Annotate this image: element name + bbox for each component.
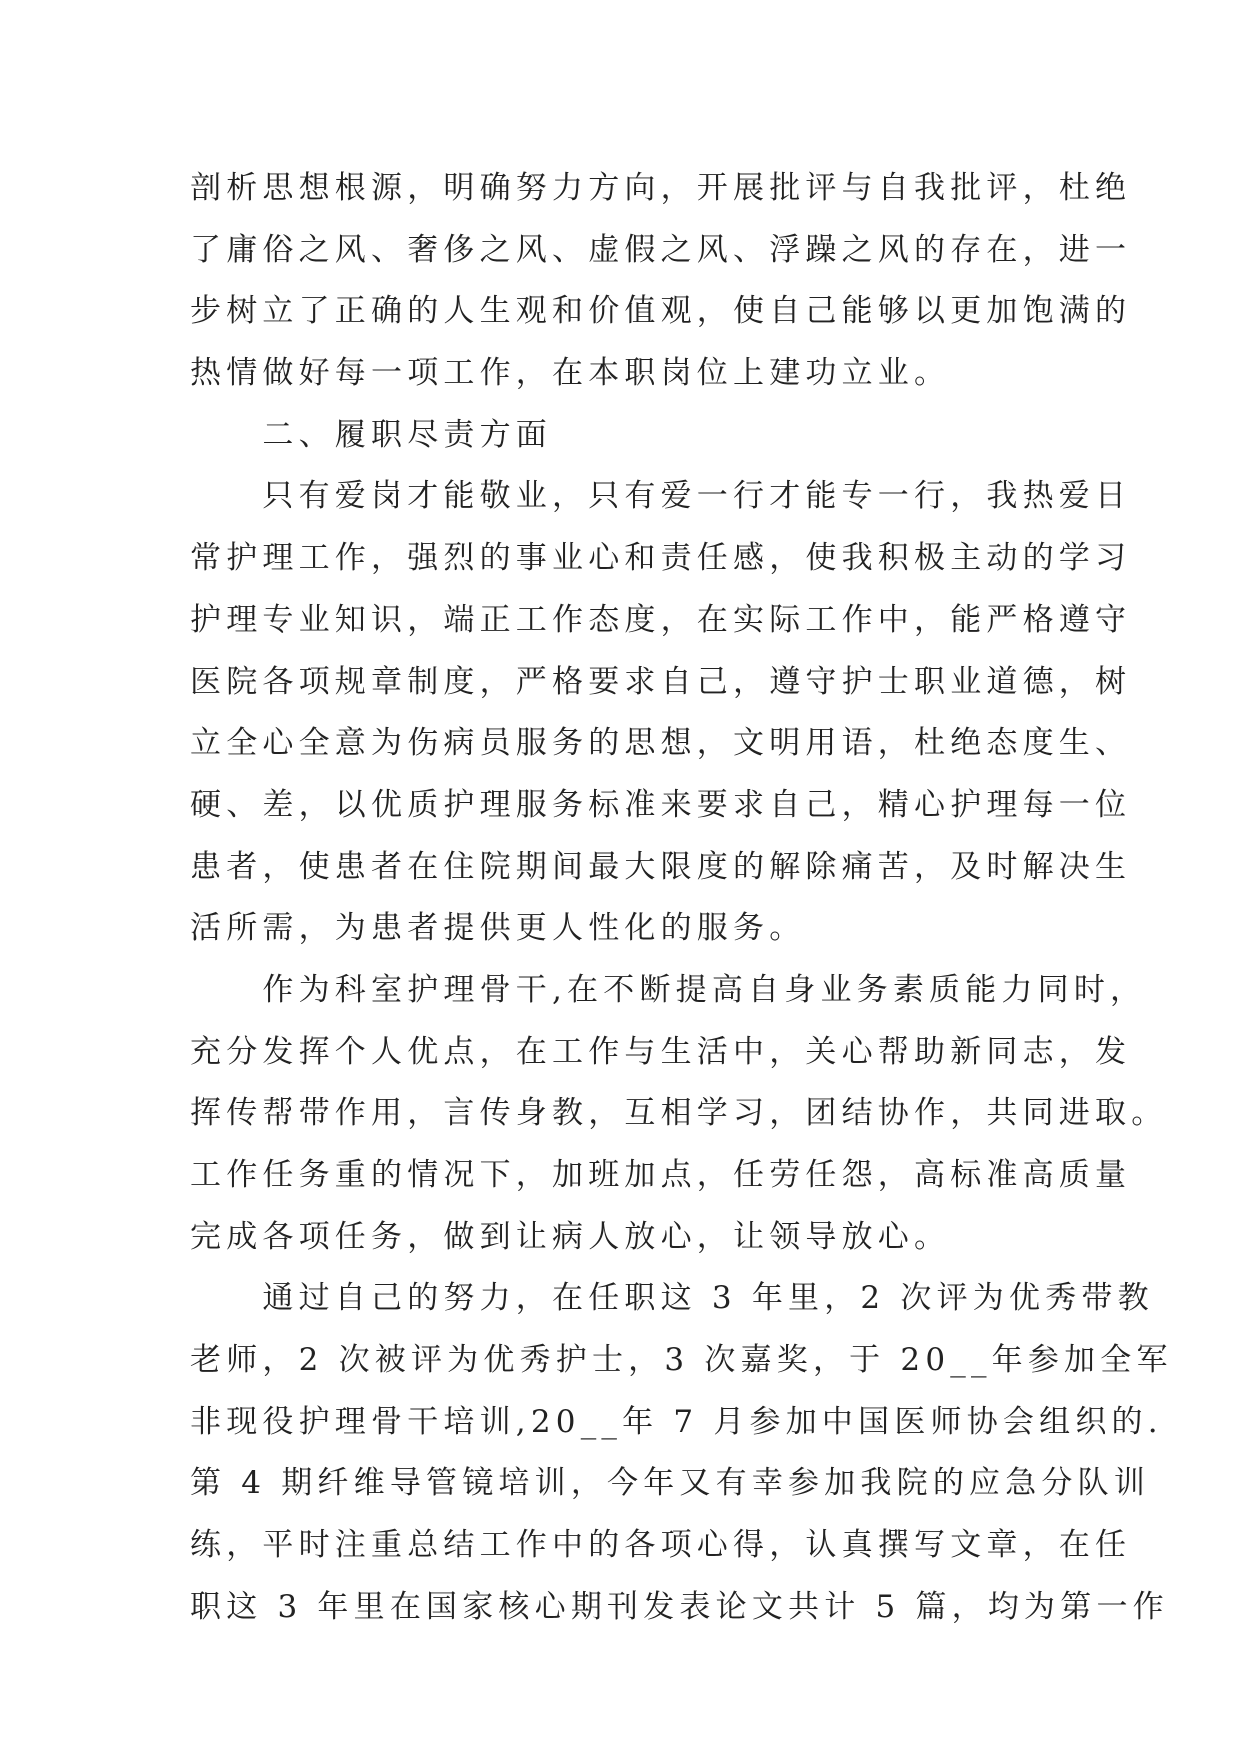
text-line: 完成各项任务，做到让病人放心，让领导放心。 [190, 1218, 951, 1255]
text-line: 通过自己的努力，在任职这 3 年里，2 次评为优秀带教 [190, 1280, 1154, 1317]
text-line: 了庸俗之风、奢侈之风、虚假之风、浮躁之风的存在，进一 [190, 231, 1132, 268]
text-line: 老师，2 次被评为优秀护士，3 次嘉奖，于 20__年参加全军 [190, 1342, 1173, 1379]
text-line: 挥传帮带作用，言传身教，互相学习，团结协作，共同进取。 [190, 1095, 1168, 1132]
text-line: 只有爱岗才能敬业，只有爱一行才能专一行，我热爱日 [190, 478, 1132, 515]
text-line: 工作任务重的情况下，加班加点，任劳任怨，高标准高质量 [190, 1157, 1132, 1193]
text-line: 步树立了正确的人生观和价值观，使自己能够以更加饱满的 [190, 293, 1132, 330]
text-line: 作为科室护理骨干,在不断提高自身业务素质能力同时， [190, 971, 1147, 1008]
text-line: 常护理工作，强烈的事业心和责任感，使我积极主动的学习 [190, 540, 1132, 577]
text-line: 第 4 期纤维导管镜培训，今年又有幸参加我院的应急分队训 [190, 1465, 1151, 1502]
text-line: 医院各项规章制度，严格要求自己，遵守护士职业道德，树 [190, 663, 1132, 700]
text-line: 剖析思想根源，明确努力方向，开展批评与自我批评，杜绝 [190, 170, 1132, 206]
text-line: 护理专业知识，端正工作态度，在实际工作中，能严格遵守 [190, 601, 1132, 638]
text-line: 活所需，为患者提供更人性化的服务。 [190, 910, 806, 947]
text-line: 充分发挥个人优点，在工作与生活中，关心帮助新同志，发 [190, 1033, 1132, 1070]
text-line: 硬、差，以优质护理服务标准来要求自己，精心护理每一位 [190, 786, 1132, 823]
text-line: 立全心全意为伤病员服务的思想，文明用语，杜绝态度生、 [190, 725, 1132, 762]
text-line: 职这 3 年里在国家核心期刊发表论文共计 5 篇，均为第一作 [190, 1588, 1169, 1625]
text-line: 患者，使患者在住院期间最大限度的解除痛苦，及时解决生 [190, 848, 1132, 885]
text-line: 练，平时注重总结工作中的各项心得，认真撰写文章，在任 [190, 1527, 1132, 1564]
text-line: 热情做好每一项工作，在本职岗位上建功立业。 [190, 355, 951, 392]
text-line: 非现役护理骨干培训,20__年 7 月参加中国医师协会组织的. [190, 1403, 1163, 1440]
section-heading: 二、履职尽责方面 [190, 416, 552, 453]
body-text [190, 158, 1173, 1639]
